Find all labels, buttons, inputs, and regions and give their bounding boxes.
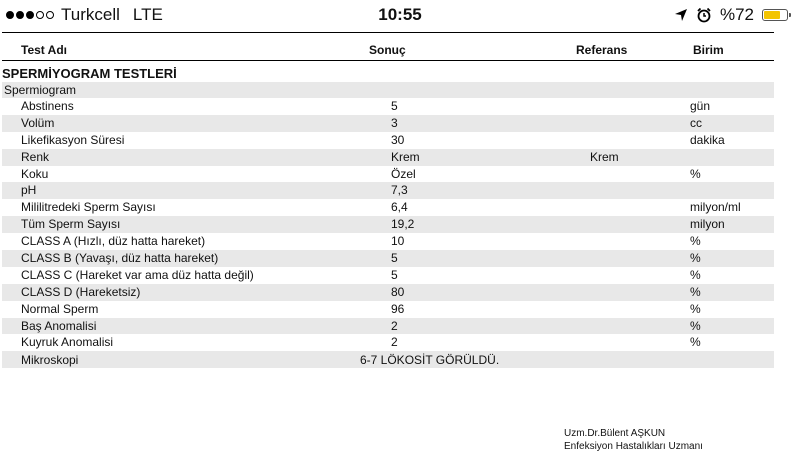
column-headers	[0, 41, 800, 59]
unit-cell: milyon/ml	[690, 200, 741, 215]
section-title: SPERMİYOGRAM TESTLERİ	[2, 66, 177, 81]
result-cell: 3	[391, 115, 398, 130]
test-name-cell: CLASS A (Hızlı, düz hatta hareket)	[21, 234, 206, 249]
results-table	[2, 98, 774, 351]
table-row	[2, 98, 774, 115]
battery-icon	[762, 9, 788, 21]
result-cell: 5	[391, 99, 398, 113]
result-cell: 7,3	[391, 183, 408, 198]
status-right	[674, 5, 788, 25]
table-row	[2, 250, 774, 267]
table-row	[2, 334, 774, 351]
result-cell: 2	[391, 318, 398, 333]
network-type: LTE	[132, 5, 163, 24]
table-row	[2, 284, 774, 301]
unit-cell: %	[690, 301, 701, 316]
test-name-cell: Volüm	[21, 115, 55, 130]
test-name-cell: Renk	[21, 149, 50, 164]
doctor-title: Enfeksiyon Hastalıkları Uzmanı	[564, 441, 703, 452]
unit-cell: %	[690, 234, 701, 249]
signature-block	[564, 427, 703, 453]
test-name-cell: CLASS C (Hareket var ama düz hatta değil)	[21, 267, 254, 282]
result-cell: Özel	[391, 166, 416, 181]
microscopy-row	[2, 351, 774, 368]
table-row	[2, 318, 774, 335]
location-arrow-icon	[674, 8, 688, 22]
test-name-cell: Tüm Sperm Sayısı	[21, 217, 121, 232]
microscopy-label: Mikroskopi	[21, 353, 79, 367]
table-row	[2, 149, 774, 166]
result-cell: 5	[391, 267, 398, 282]
table-row	[2, 182, 774, 199]
result-cell: 2	[391, 335, 398, 350]
unit-cell: gün	[690, 99, 711, 113]
unit-cell: %	[690, 318, 701, 333]
header-result: Sonuç	[369, 43, 406, 57]
doctor-name: Uzm.Dr.Bülent AŞKUN	[564, 428, 666, 439]
unit-cell: %	[690, 166, 701, 181]
top-rule	[2, 32, 774, 33]
header-rule	[2, 60, 774, 61]
result-cell: 30	[391, 132, 405, 147]
test-name-cell: Normal Sperm	[21, 301, 99, 316]
table-row	[2, 115, 774, 132]
test-name-cell: Mililitredeki Sperm Sayısı	[21, 200, 156, 215]
result-cell: Krem	[391, 149, 420, 164]
battery-level	[764, 11, 780, 19]
table-row	[2, 166, 774, 183]
test-name-cell: Abstinens	[21, 99, 74, 113]
battery-percent: %72	[719, 5, 754, 24]
unit-cell: %	[690, 267, 701, 282]
group-row	[2, 82, 774, 98]
test-name-cell: pH	[21, 183, 37, 198]
unit-cell: %	[690, 284, 701, 299]
result-cell: 19,2	[391, 217, 415, 232]
unit-cell: %	[690, 251, 701, 266]
test-name-cell: CLASS B (Yavaşı, düz hatta hareket)	[21, 251, 219, 266]
status-bar	[0, 0, 800, 30]
unit-cell: cc	[690, 115, 702, 130]
test-name-cell: Baş Anomalisi	[21, 318, 97, 333]
clock: 10:55	[378, 5, 422, 24]
result-cell: 10	[391, 234, 405, 249]
header-reference: Referans	[576, 43, 628, 57]
header-test-name: Test Adı	[21, 43, 68, 57]
header-unit: Birim	[693, 43, 724, 57]
test-name-cell: Kuyruk Anomalisi	[21, 335, 114, 350]
test-name-cell: Koku	[21, 166, 49, 181]
unit-cell: %	[690, 335, 701, 350]
result-cell: 6,4	[391, 200, 408, 215]
table-row	[2, 233, 774, 250]
result-cell: 96	[391, 301, 405, 316]
microscopy-result: 6-7 LÖKOSİT GÖRÜLDÜ.	[360, 353, 500, 367]
unit-cell: milyon	[690, 217, 725, 232]
test-name-cell: CLASS D (Hareketsiz)	[21, 284, 141, 299]
table-row	[2, 216, 774, 233]
test-name-cell: Likefikasyon Süresi	[21, 132, 125, 147]
unit-cell: dakika	[690, 132, 725, 147]
table-row	[2, 132, 774, 149]
carrier-name: Turkcell	[61, 5, 120, 24]
table-row	[2, 301, 774, 318]
table-row	[2, 199, 774, 216]
table-row	[2, 267, 774, 284]
group-label: Spermiogram	[4, 83, 77, 97]
alarm-clock-icon	[696, 7, 712, 23]
result-cell: 80	[391, 284, 405, 299]
reference-cell: Krem	[590, 149, 619, 164]
result-cell: 5	[391, 251, 398, 266]
